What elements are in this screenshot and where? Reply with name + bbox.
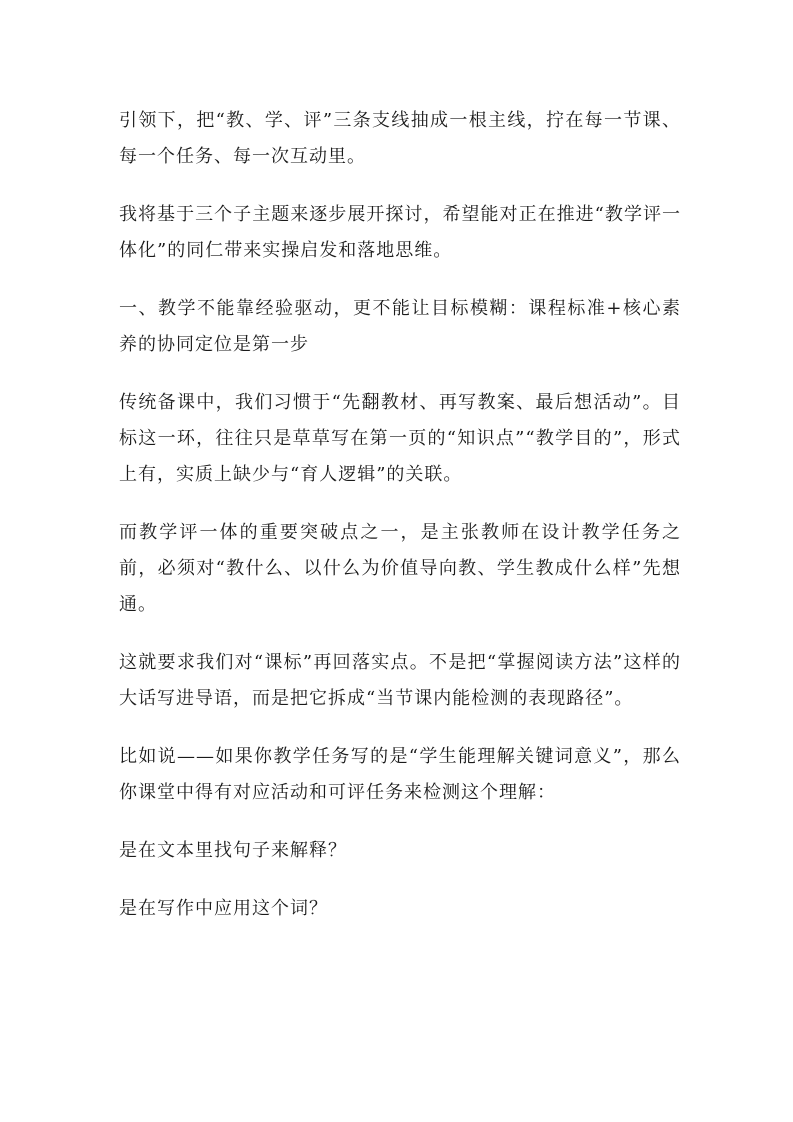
paragraph-breakthrough-point: 而教学评一体的重要突破点之一，是主张教师在设计教学任务之前，必须对“教什么、以什么为价值导向教、学生教成什么样”先想通。 <box>119 522 681 615</box>
section-heading-one: 一、教学不能靠经验驱动，更不能让目标模糊：课程标准+核心素养的协同定位是第一步 <box>119 298 681 355</box>
paragraph-traditional-lesson-prep: 传统备课中，我们习惯于“先翻教材、再写教案、最后想活动”。目标这一环，往往只是草草写在第一页的“知识点”“教学目的”，形式上有，实质上缺少与“育人逻辑”的关联。 <box>119 392 681 485</box>
paragraph-example: 比如说——如果你教学任务写的是“学生能理解关键词意义”，那么你课堂中得有对应活动和可评任务来检测这个理解： <box>119 746 681 803</box>
paragraph-question-one: 是在文本里找句子来解释？ <box>119 840 347 861</box>
paragraph-curriculum-standard: 这就要求我们对“课标”再回落实点。不是把“掌握阅读方法”这样的大话写进导语，而是把它拆成“当节课内能检测的表现路径”。 <box>119 652 681 709</box>
document-body <box>119 103 681 949</box>
paragraph-subtopics-intro: 我将基于三个子主题来逐步展开探讨，希望能对正在推进“教学评一体化”的同仁带来实操启发和落地思维。 <box>119 204 681 261</box>
paragraph-question-two: 是在写作中应用这个词？ <box>119 898 328 919</box>
paragraph-intro-continuation: 引领下，把“教、学、评”三条支线抽成一根主线，拧在每一节课、每一个任务、每一次互动里。 <box>119 110 681 167</box>
